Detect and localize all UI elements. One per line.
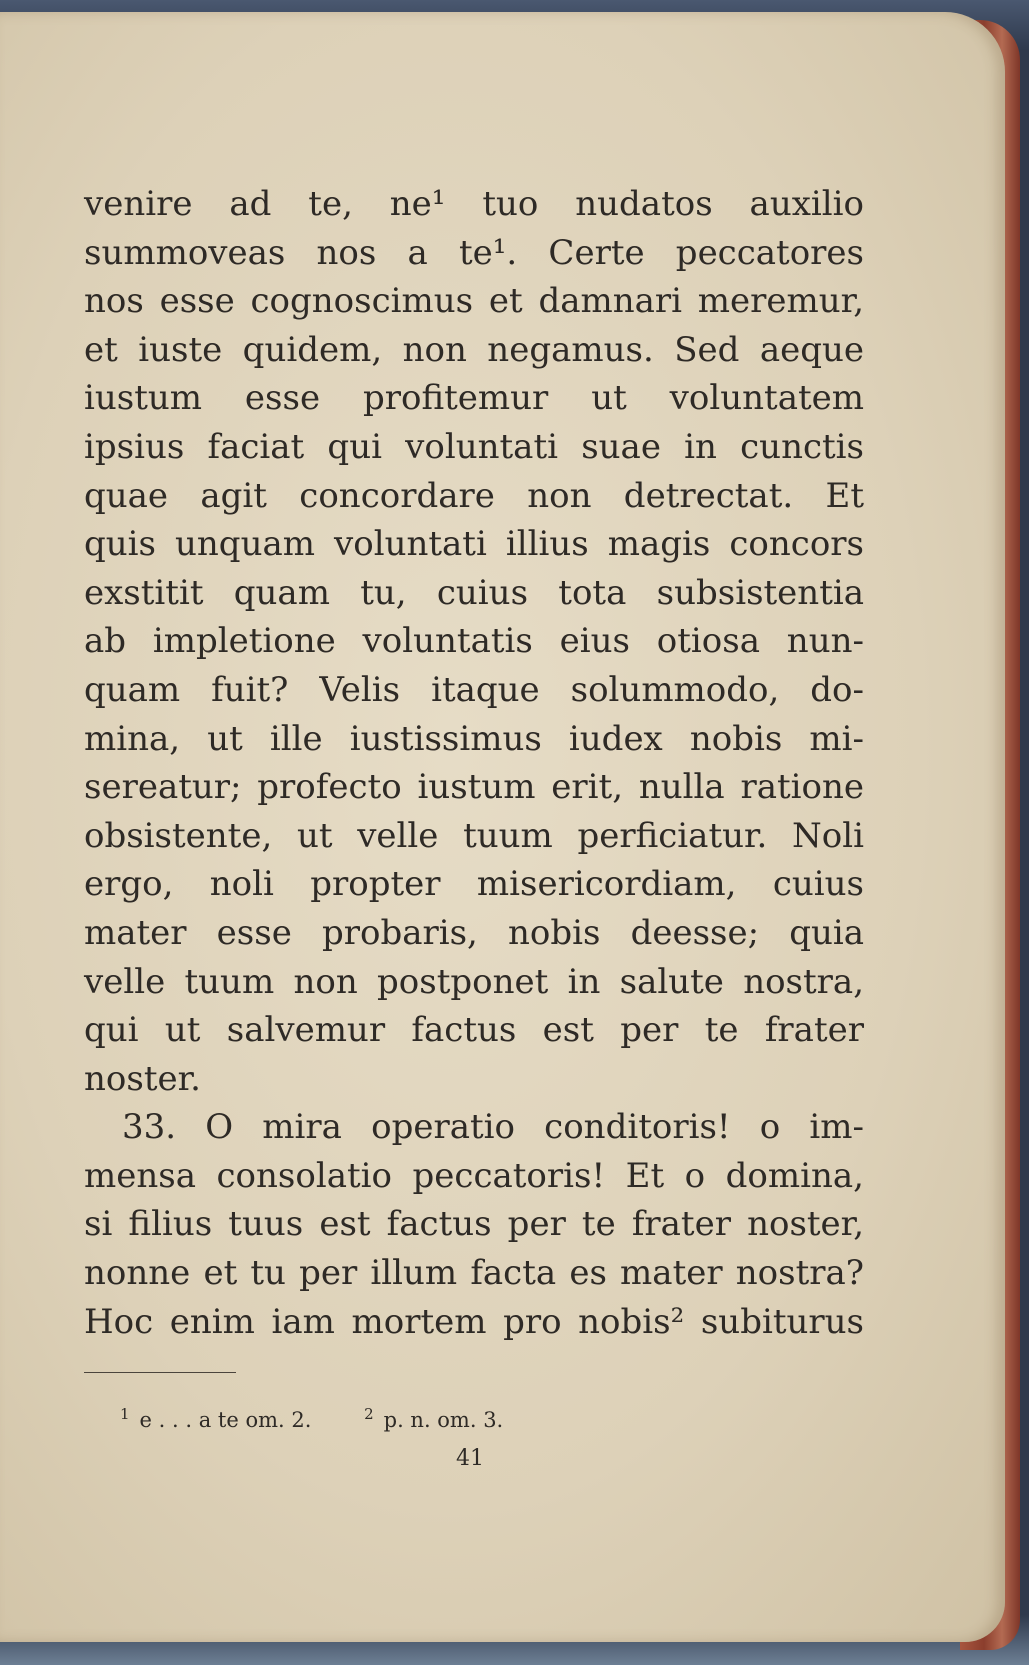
text-line: mater esse probaris, nobis deesse; quia (84, 912, 864, 953)
text-line: iustum esse profitemur ut voluntatem (84, 378, 864, 419)
footnote-text: e . . . a te om. 2. (139, 1408, 312, 1432)
text-line: quis unquam voluntati illius magis concors (84, 524, 864, 565)
text-line: venire ad te, ne¹ tuo nudatos auxilio (84, 184, 864, 224)
text-line: mina, ut ille iustissimus iudex nobis mi- (84, 718, 864, 759)
text-line: si filius tuus est factus per te frater noster, (84, 1204, 864, 1245)
footnote-separator (84, 1372, 236, 1373)
page-number: 41 (456, 1446, 484, 1471)
book-page (0, 12, 1005, 1642)
text-line: summoveas nos a te¹. Certe peccatores (84, 232, 864, 273)
text-line: quam fuit? Velis itaque solummodo, do- (84, 669, 864, 710)
footnote-1 (120, 1405, 311, 1432)
text-line: nonne et tu per illum facta es mater nostra? (84, 1253, 864, 1294)
text-line: exstitit quam tu, cuius tota subsistentia (84, 572, 864, 613)
text-line: obsistente, ut velle tuum perficiatur. Noli (84, 815, 864, 856)
text-line: mensa consolatio peccatoris! Et o domina, (84, 1155, 864, 1196)
text-line: ergo, noli propter misericordiam, cuius (84, 864, 864, 905)
text-line: 33. O mira operatio conditoris! o im- (122, 1107, 864, 1148)
text-line: sereatur; profecto iustum erit, nulla ratione (84, 767, 864, 808)
text-line: noster. (84, 1058, 201, 1099)
text-line: ipsius faciat qui voluntati suae in cunctis (84, 426, 864, 467)
text-line: ab impletione voluntatis eius otiosa nun- (84, 621, 864, 662)
footnote-mark: 2 (364, 1405, 374, 1423)
text-line: velle tuum non postponet in salute nostra, (84, 961, 864, 1002)
footnote-text: p. n. om. 3. (383, 1408, 504, 1432)
text-line: nos esse cognoscimus et damnari meremur, (84, 281, 864, 322)
footnotes (120, 1405, 549, 1432)
text-line: quae agit concordare non detrectat. Et (84, 475, 864, 516)
footnote-2 (364, 1405, 503, 1432)
body-text (84, 180, 864, 1346)
text-line: et iuste quidem, non negamus. Sed aeque (84, 329, 864, 370)
text-line: qui ut salvemur factus est per te frater (84, 1010, 864, 1051)
footnote-mark: 1 (120, 1405, 130, 1423)
text-line: Hoc enim iam mortem pro nobis² subiturus (84, 1301, 864, 1342)
